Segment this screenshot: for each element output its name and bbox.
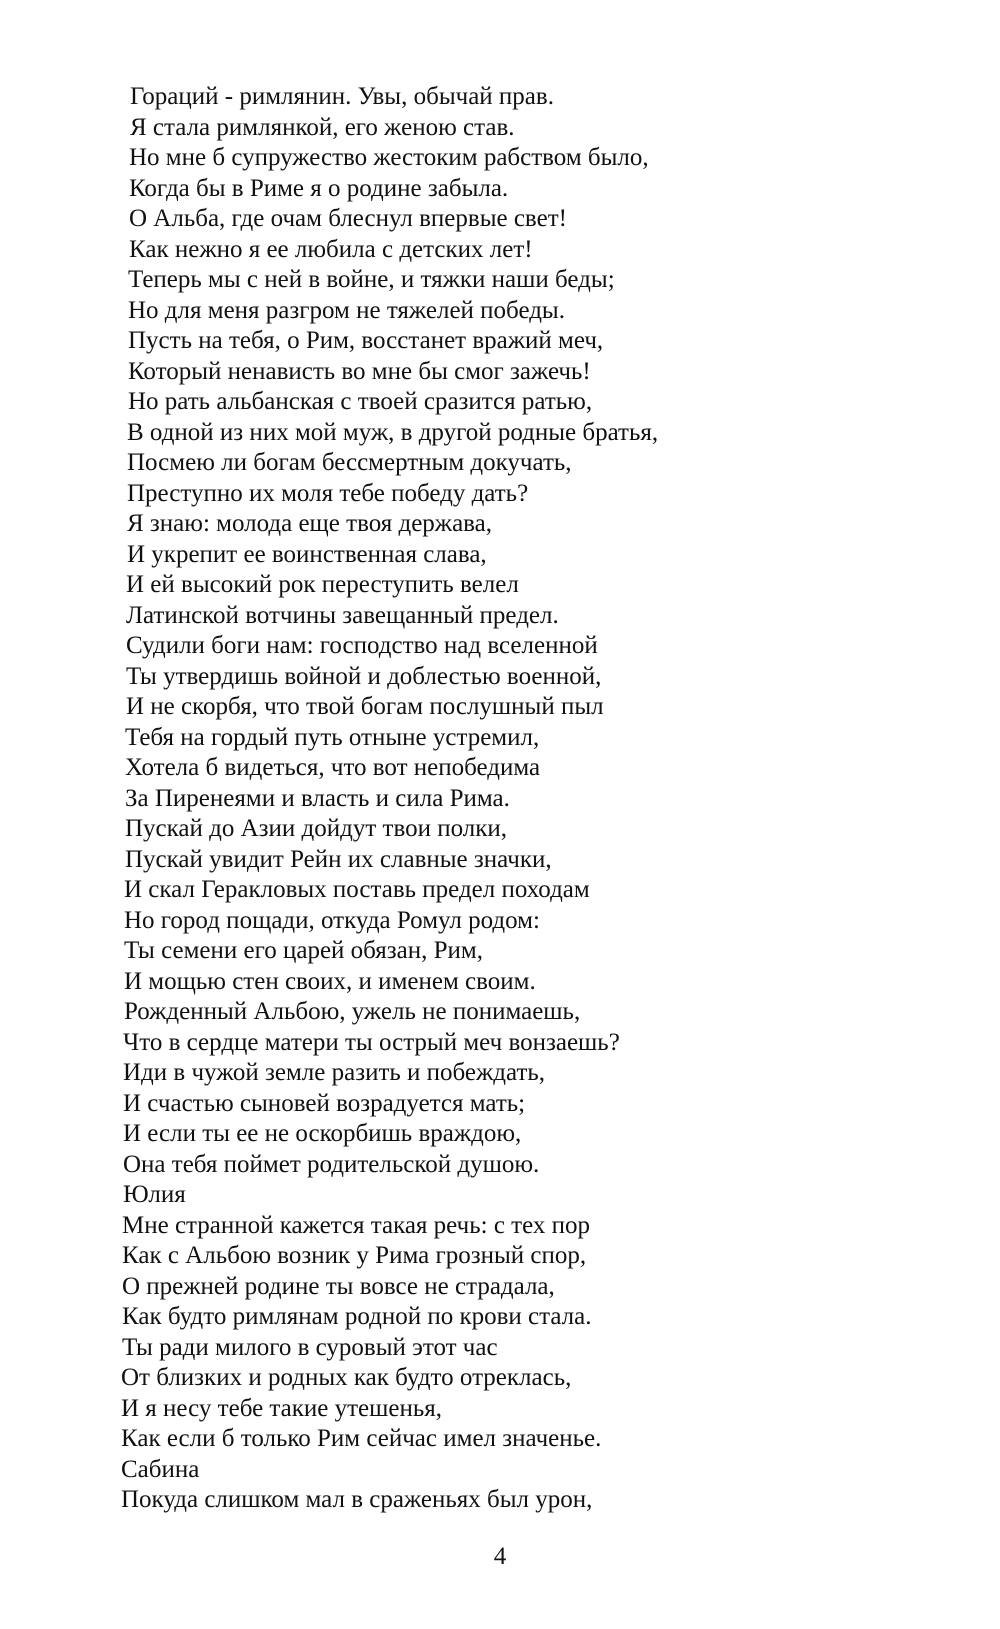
text-line: Гораций - римлянин. Увы, обычай прав. [130, 83, 554, 110]
speaker-name: Сабина [121, 1455, 200, 1483]
text-line: Преступно их моля тебе победу дать? [127, 479, 529, 507]
text-line: Когда бы в Риме я о родине забыла. [129, 174, 509, 202]
text-line: И я несу тебе такие утешенья, [121, 1394, 443, 1422]
text-line: Иди в чужой земле разить и побеждать, [123, 1059, 546, 1086]
text-line: Я знаю: молода еще твоя держава, [127, 510, 492, 537]
text-line: И укрепит ее воинственная слава, [127, 540, 487, 568]
text-line: И мощью стен своих, и именем своим. [124, 967, 536, 995]
text-line: От близких и родных как будто отреклась, [121, 1364, 572, 1391]
text-line: Латинской вотчины завещанный предел. [126, 601, 559, 629]
text-line: Мне странной кажется такая речь: с тех пор [122, 1211, 590, 1239]
text-line: Ты семени его царей обязан, Рим, [124, 937, 483, 964]
text-line: Но для меня разгром не тяжелей победы. [128, 296, 565, 324]
text-line: Но город пощади, откуда Ромул родом: [124, 906, 540, 934]
text-line: Ты ради милого в суровый этот час [122, 1333, 498, 1361]
text-line: Тебя на гордый путь отныне устремил, [125, 723, 540, 751]
text-line: И если ты ее не оскорбишь враждою, [123, 1120, 522, 1147]
text-line: И скал Геракловых поставь предел походам [124, 876, 590, 903]
text-line: Пусть на тебя, о Рим, восстанет вражий меч, [128, 327, 604, 354]
text-line: Рожденный Альбою, ужель не понимаешь, [124, 998, 581, 1025]
speaker-name: Юлия [123, 1181, 186, 1208]
text-line: Но рать альбанская с твоей сразится ратью, [128, 388, 593, 415]
text-line: Я стала римлянкой, его женою став. [130, 113, 515, 141]
text-line: Хотела б видеться, что вот непобедима [125, 754, 541, 781]
text-line: Который ненависть во мне бы смог зажечь! [128, 357, 591, 385]
poem-text [0, 82, 1000, 1516]
text-line: Как если б только Рим сейчас имел значенье. [121, 1425, 602, 1452]
text-line: Покуда слишком мал в сраженьях был урон, [121, 1486, 593, 1513]
text-line: О прежней родине ты вовсе не страдала, [122, 1272, 555, 1300]
text-line: В одной из них мой муж, в другой родные братья, [127, 418, 659, 446]
text-line: Пускай до Азии дойдут твои полки, [125, 815, 508, 842]
text-line: Посмею ли богам бессмертным докучать, [127, 449, 572, 476]
text-line: Как нежно я ее любила с детских лет! [129, 235, 533, 263]
page-number: 4 [493, 1543, 507, 1570]
text-line: Как будто римлянам родной по крови стала. [122, 1303, 592, 1330]
text-line: Теперь мы с ней в войне, и тяжки наши беды; [128, 266, 615, 293]
text-line: Она тебя поймет родительской душою. [123, 1150, 540, 1178]
text-line: И ей высокий рок переступить велел [126, 571, 519, 598]
text-line: Пускай увидит Рейн их славные значки, [125, 845, 552, 873]
text-line: И счастью сыновей возрадуется мать; [123, 1089, 526, 1117]
text-line: Но мне б супружество жестоким рабством было, [129, 144, 649, 171]
text-line: О Альба, где очам блеснул впервые свет! [129, 205, 567, 232]
text-line: И не скорбя, что твой богам послушный пыл [126, 693, 604, 720]
text-line: Ты утвердишь войной и доблестью военной, [126, 662, 602, 690]
text-line: Что в сердце матери ты острый меч вонзаешь? [123, 1028, 620, 1056]
text-line: Судили боги нам: господство над вселенной [126, 632, 598, 659]
text-line: Как с Альбою возник у Рима грозный спор, [122, 1242, 587, 1269]
text-line: За Пиренеями и власть и сила Рима. [125, 784, 510, 812]
